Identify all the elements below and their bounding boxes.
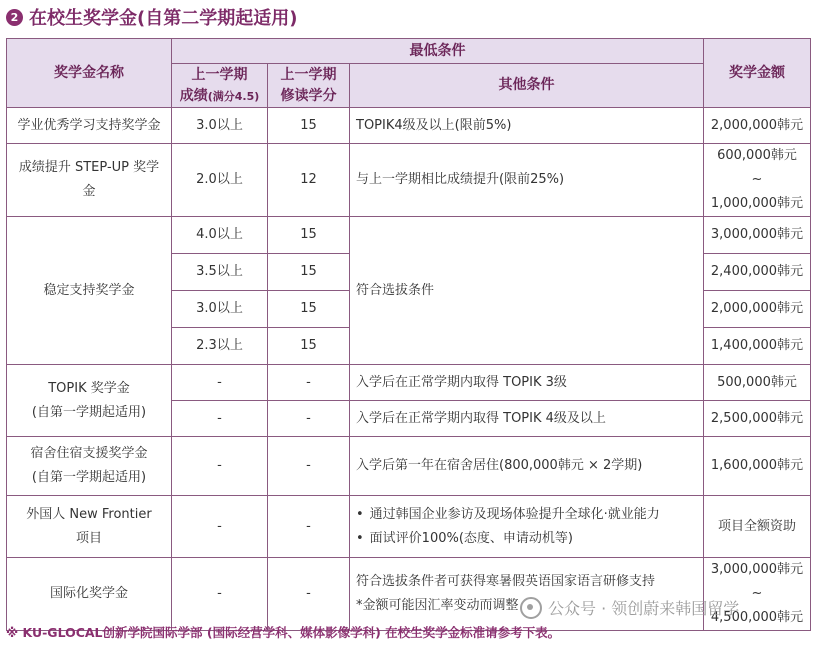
table-row [7, 437, 811, 496]
credits-cell: 15 [268, 254, 350, 291]
grade-cell: - [172, 558, 268, 631]
grade-cell: 2.0以上 [172, 144, 268, 217]
other-condition-cell: TOPIK4级及以上(限前5%) [350, 108, 704, 144]
section-number-badge: 2 [6, 9, 23, 26]
header-prev-credits [268, 64, 350, 108]
footnote: ※ KU-GLOCAL创新学院国际学部 (国际经营学科、媒体影像学科) 在校生奖学金标准请参考下表。 [6, 625, 561, 640]
condition-line: 符合选拔条件者可获得寒暑假英语国家语言研修支持 [356, 574, 656, 589]
credits-cell: - [268, 496, 350, 558]
credits-cell: 15 [268, 217, 350, 254]
amount-cell: 500,000韩元 [704, 365, 811, 401]
scholarship-name-line: TOPIK 奖学金 [48, 380, 130, 396]
scholarship-name-note: (自第一学期起适用) [31, 404, 147, 420]
section-title [6, 4, 297, 30]
condition-list [356, 503, 697, 551]
header-other: 其他条件 [350, 64, 704, 108]
credits-cell: 15 [268, 291, 350, 328]
credits-cell: - [268, 558, 350, 631]
scholarship-name: 国际化奖学金 [7, 558, 172, 631]
amount-cell: 2,500,000韩元 [704, 401, 811, 437]
table-row [7, 108, 811, 144]
grade-cell: 4.0以上 [172, 217, 268, 254]
header-prev-grade [172, 64, 268, 108]
other-condition-cell: 入学后第一年在宿舍居住(800,000韩元 × 2学期) [350, 437, 704, 496]
amount-cell [704, 144, 811, 217]
grade-cell: 2.3以上 [172, 328, 268, 365]
table-row [7, 217, 811, 254]
grade-cell: - [172, 496, 268, 558]
amount-line: 1,000,000韩元 [710, 196, 804, 211]
amount-cell: 1,600,000韩元 [704, 437, 811, 496]
table-row [7, 365, 811, 401]
list-item: • 面试评价100%(态度、申请动机等) [366, 527, 697, 551]
grade-cell: - [172, 401, 268, 437]
section-title-text: 在校生奖学金(自第二学期起适用) [29, 8, 298, 29]
scholarship-name-note: (自第一学期起适用) [31, 470, 147, 485]
scholarship-name-line: 宿舍住宿支援奖学金 [30, 446, 148, 461]
amount-cell [704, 558, 811, 631]
table-row [7, 496, 811, 558]
other-condition-cell: 入学后在正常学期内取得 TOPIK 3级 [350, 365, 704, 401]
grade-cell: 3.0以上 [172, 291, 268, 328]
condition-note: *金额可能因汇率变动而调整 [356, 598, 519, 613]
table-row [7, 558, 811, 631]
credits-cell: - [268, 437, 350, 496]
scholarship-name: 成绩提升 STEP-UP 奖学金 [7, 144, 172, 217]
credits-cell: 15 [268, 328, 350, 365]
other-condition-cell [350, 558, 704, 631]
header-prev-grade-line2: 成绩 [179, 87, 208, 104]
other-condition-cell: 与上一学期相比成绩提升(限前25%) [350, 144, 704, 217]
scholarship-table [6, 38, 811, 631]
scholarship-name [7, 496, 172, 558]
grade-cell: - [172, 437, 268, 496]
scholarship-name-line: 外国人 New Frontier [26, 506, 152, 522]
header-min-conditions: 最低条件 [172, 39, 704, 64]
amount-cell: 项目全额资助 [704, 496, 811, 558]
amount-cell: 2,000,000韩元 [704, 291, 811, 328]
amount-cell: 2,400,000韩元 [704, 254, 811, 291]
watermark-text: 公众号 · 领创蔚来韩国留学 [548, 599, 740, 618]
header-prev-credits-line1: 上一学期 [280, 66, 337, 83]
header-prev-grade-line1: 上一学期 [191, 66, 248, 83]
other-condition-cell [350, 496, 704, 558]
amount-line: 4,500,000韩元 [710, 610, 804, 625]
credits-cell: 15 [268, 108, 350, 144]
header-amount: 奖学金额 [704, 39, 811, 108]
header-prev-credits-line2: 修读学分 [280, 87, 337, 104]
grade-cell: - [172, 365, 268, 401]
list-item: • 通过韩国企业参访及现场体验提升全球化·就业能力 [366, 503, 697, 527]
amount-cell: 1,400,000韩元 [704, 328, 811, 365]
scholarship-name: 学业优秀学习支持奖学金 [7, 108, 172, 144]
other-condition-cell: 符合选拔条件 [350, 217, 704, 365]
scholarship-name: 稳定支持奖学金 [7, 217, 172, 365]
amount-line: 3,000,000韩元~ [710, 562, 804, 601]
other-condition-cell: 入学后在正常学期内取得 TOPIK 4级及以上 [350, 401, 704, 437]
amount-cell: 3,000,000韩元 [704, 217, 811, 254]
table-row [7, 144, 811, 217]
scholarship-name [7, 437, 172, 496]
header-prev-grade-note: (满分4.5) [207, 89, 260, 103]
scholarship-name [7, 365, 172, 437]
credits-cell: - [268, 401, 350, 437]
scholarship-name-line: 项目 [75, 530, 102, 546]
amount-line: 600,000韩元 ~ [717, 148, 797, 187]
credits-cell: 12 [268, 144, 350, 217]
watermark [520, 596, 739, 619]
amount-cell: 2,000,000韩元 [704, 108, 811, 144]
wechat-official-account-icon [520, 597, 542, 619]
grade-cell: 3.0以上 [172, 108, 268, 144]
header-name: 奖学金名称 [7, 39, 172, 108]
credits-cell: - [268, 365, 350, 401]
grade-cell: 3.5以上 [172, 254, 268, 291]
